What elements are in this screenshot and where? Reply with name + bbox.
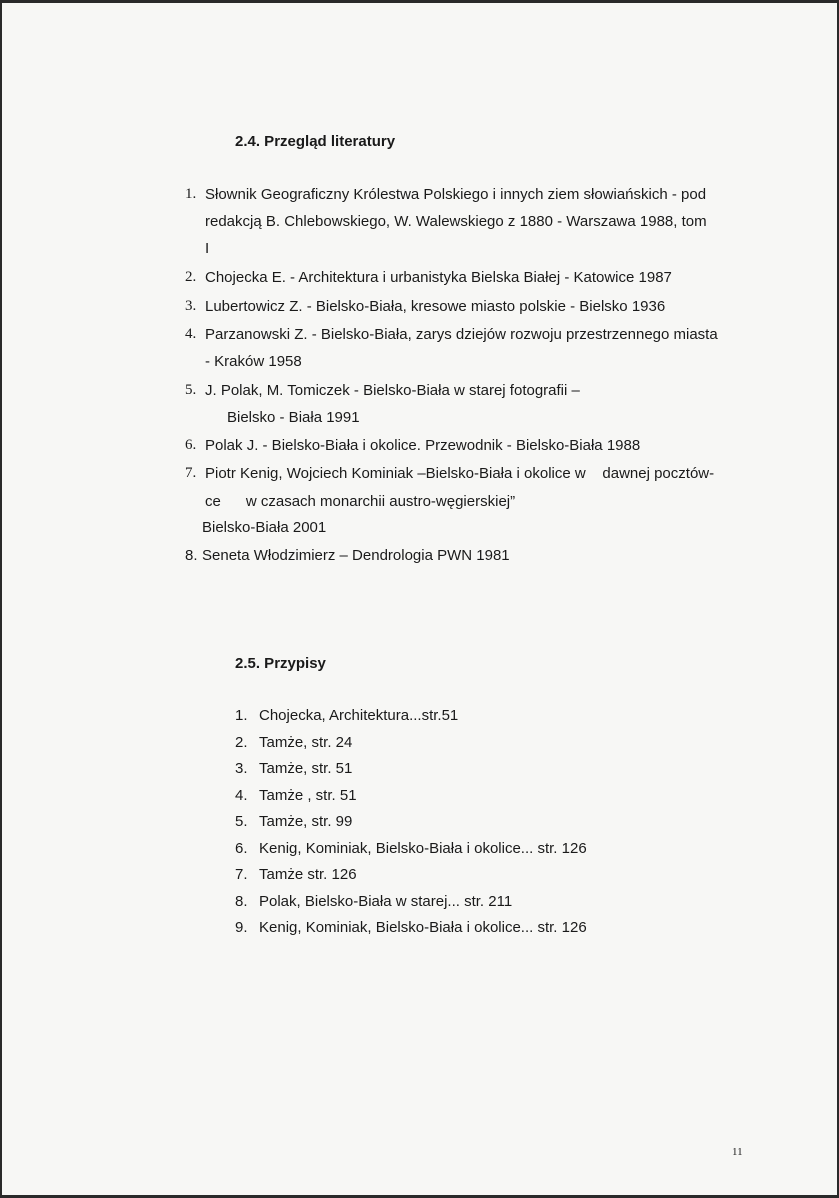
footnote-number: 8. xyxy=(235,892,248,910)
list-item xyxy=(235,889,587,916)
lit-item-7-number: 7. xyxy=(185,465,197,481)
footnote-text: Tamże, str. 99 xyxy=(259,813,353,830)
list-item xyxy=(235,836,587,863)
footnote-text: Kenig, Kominiak, Bielsko-Biała i okolice... str. 126 xyxy=(259,839,587,857)
footnote-text: Tamże , str. 51 xyxy=(259,786,357,804)
page-number: 11 xyxy=(732,1146,743,1158)
lit-item-5-line-2: Bielsko - Biała 1991 xyxy=(227,409,360,426)
list-item xyxy=(235,809,587,836)
lit-item-5-number: 5. xyxy=(185,382,197,398)
lit-item-5-line-1: J. Polak, M. Tomiczek - Bielsko-Biała w starej fotografii – xyxy=(205,382,580,399)
footnote-number: 5. xyxy=(235,813,248,830)
footnote-number: 7. xyxy=(235,866,248,883)
footnote-number: 4. xyxy=(235,786,248,804)
section-heading-literature: 2.4. Przegląd literatury xyxy=(235,133,396,150)
lit-item-7-line-3: Bielsko-Biała 2001 xyxy=(202,519,327,536)
list-item xyxy=(235,756,587,783)
list-item xyxy=(235,703,587,730)
lit-item-2-line-1: Chojecka E. - Architektura i urbanistyka Bielska Białej - Katowice 1987 xyxy=(205,269,672,286)
footnote-number: 9. xyxy=(235,919,248,936)
lit-item-7-line-2: ce w czasach monarchii austro-węgierskiej” xyxy=(205,493,516,510)
footnote-text: Polak, Bielsko-Biała w starej... str. 211 xyxy=(259,892,513,910)
footnote-text: Kenig, Kominiak, Bielsko-Biała i okolice... str. 126 xyxy=(259,919,587,936)
lit-item-8-line-1: Seneta Włodzimierz – Dendrologia PWN 1981 xyxy=(202,547,510,564)
footnote-text: Tamże str. 126 xyxy=(259,866,357,883)
lit-item-8-number: 8. xyxy=(185,547,198,564)
footnote-number: 2. xyxy=(235,733,248,751)
lit-item-3-line-1: Lubertowicz Z. - Bielsko-Biała, kresowe miasto polskie - Bielsko 1936 xyxy=(205,298,666,315)
footnote-number: 1. xyxy=(235,707,248,724)
lit-item-6-number: 6. xyxy=(185,437,197,453)
lit-item-3-number: 3. xyxy=(185,298,197,314)
footnote-text: Tamże, str. 24 xyxy=(259,733,353,751)
list-item xyxy=(235,783,587,810)
section-heading-footnotes: 2.5. Przypisy xyxy=(235,655,326,672)
lit-item-1-line-1: Słownik Geograficzny Królestwa Polskiego i innych ziem słowiańskich - pod xyxy=(205,186,707,203)
list-item xyxy=(235,862,587,889)
footnotes-list xyxy=(235,703,587,942)
lit-item-4-line-2: - Kraków 1958 xyxy=(205,353,302,370)
lit-item-6-line-1: Polak J. - Bielsko-Biała i okolice. Przewodnik - Bielsko-Biała 1988 xyxy=(205,437,641,454)
footnote-text: Chojecka, Architektura...str.51 xyxy=(259,707,459,724)
lit-item-2-number: 2. xyxy=(185,269,197,285)
lit-item-4-number: 4. xyxy=(185,326,197,342)
lit-item-1-number: 1. xyxy=(185,186,197,202)
lit-item-1-line-3: I xyxy=(205,240,210,257)
lit-item-7-line-1: Piotr Kenig, Wojciech Kominiak –Bielsko-Biała i okolice w dawnej pocztów- xyxy=(205,465,715,482)
list-item xyxy=(235,915,587,942)
footnote-number: 3. xyxy=(235,760,248,777)
lit-item-1-line-2: redakcją B. Chlebowskiego, W. Walewskiego z 1880 - Warszawa 1988, tom xyxy=(205,213,707,230)
lit-item-4-line-1: Parzanowski Z. - Bielsko-Biała, zarys dziejów rozwoju przestrzennego miasta xyxy=(205,326,718,343)
footnote-text: Tamże, str. 51 xyxy=(259,760,353,777)
list-item xyxy=(235,730,587,757)
footnote-number: 6. xyxy=(235,839,248,857)
